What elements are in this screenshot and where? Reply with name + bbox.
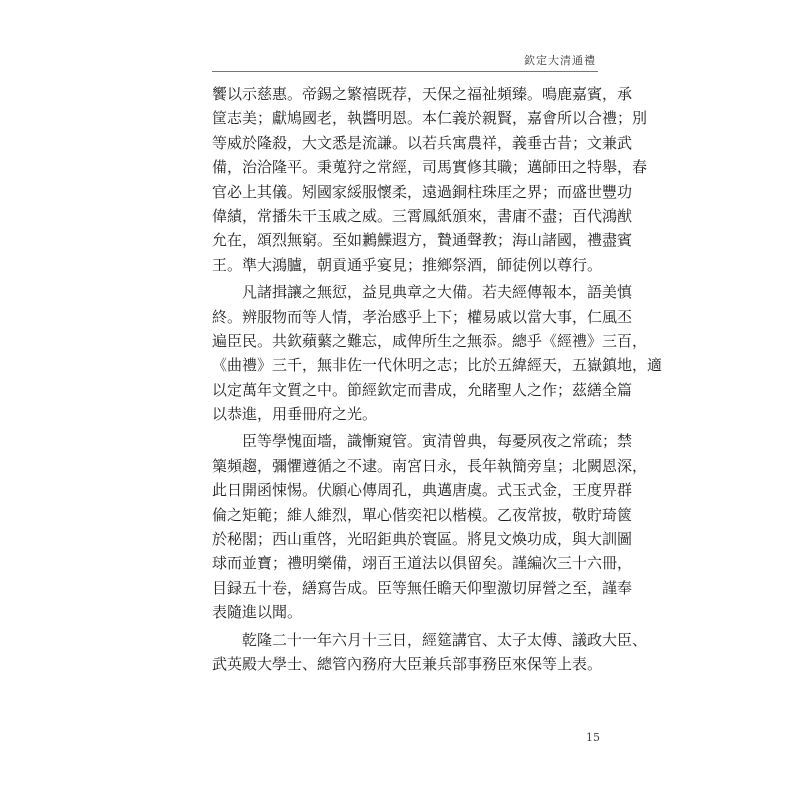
text-line: 倫之矩範；維人維烈，單心偕奕祀以楷模。乙夜常披，敬貯琦篋: [212, 505, 633, 524]
text-line: 饗以示慈惠。帝錫之繁禧既荐，天保之福祉頻臻。鳴鹿嘉賓，承: [212, 85, 633, 103]
text-line: 目録五十卷，繕寫告成。臣等無任瞻天仰聖激切屏營之至，謹奉: [212, 578, 633, 597]
text-line: 官必上其儀。矧國家綏服懷柔，遠過銅柱珠厓之界；而盛世豐功: [212, 182, 633, 201]
text-line: 以恭進，用垂冊府之光。: [212, 405, 378, 424]
running-title: 欽定大清通禮: [524, 54, 596, 67]
text-line: 王。準大鴻臚，朝貢通乎宴見；推鄉祭酒，師徒例以尊行。: [212, 255, 603, 274]
paragraph-2: [212, 280, 663, 426]
text-line: 以定萬年文質之中。節經欽定而書成，允睹聖人之作；茲繕全篇: [212, 380, 633, 399]
text-line: 備，治洽隆平。秉蒐狩之常經，司馬實修其職；邁師田之特舉，春: [212, 158, 648, 177]
text-line: 《曲禮》三千，無非佐一代休明之志；比於五緯經天，五嶽鎮地，適: [212, 356, 663, 375]
page-number: 15: [586, 731, 600, 744]
text-line: 此日開函悚惕。伏願心傳周孔，典邁唐虞。式玉式金，王度畀群: [212, 481, 633, 500]
text-line: 等威於隆殺，大文悉是流謙。以若兵寓農祥，義垂古昔；文兼武: [212, 133, 633, 152]
text-line: 遍臣民。共欽蘋蘩之難忘，咸俾所生之無忝。總乎《經禮》三百，: [212, 331, 648, 350]
paragraph-4: [212, 628, 648, 677]
text-line: 乾隆二十一年六月十三日，經筵講官、太子太傅、議政大臣、: [212, 630, 648, 649]
text-line: 於秘閣；西山重啓，光昭鉅典於寰區。將見文煥功成，與大訓圖: [212, 530, 633, 549]
body-text: [212, 82, 663, 679]
text-line: 篥頻趨，彌懼遵循之不逮。南宮日永，長年執簡旁皇；北闕恩深，: [212, 456, 648, 475]
text-line: 允在，頌烈無窮。至如鶼鰈遐方，贄通聲教；海山諸國，禮盡賓: [212, 231, 633, 250]
text-line: 武英殿大學士、總管內務府大臣兼兵部事務臣來保等上表。: [212, 654, 603, 673]
page-header: [212, 50, 598, 72]
text-line: 球而並寶；禮明樂備，翊百王道法以俱留矣。謹編次三十六冊，: [212, 554, 633, 573]
text-line: 筐志美；獻鳩國老，執醬明恩。本仁義於親賢，嘉會所以合禮；別: [212, 109, 648, 128]
text-line: 終。辨服物而等人情，孝治感乎上下；權易戚以當大事，仁風丕: [212, 307, 633, 326]
text-line: 偉績，常播朱干玉戚之威。三霄鳳紙頒來，書庸不盡；百代鴻猷: [212, 206, 633, 225]
paragraph-3: [212, 429, 648, 624]
header-rule: [212, 71, 598, 72]
text-line: 臣等學愧面墻，識慚窺管。寅清曾典，每憂夙夜之常疏；禁: [212, 432, 633, 451]
text-line: 表隨進以聞。: [212, 603, 303, 622]
paragraph-1: [212, 82, 648, 277]
text-line: 凡諸揖讓之無愆，益見典章之大備。若夫經傳報本，語美慎: [212, 283, 633, 302]
